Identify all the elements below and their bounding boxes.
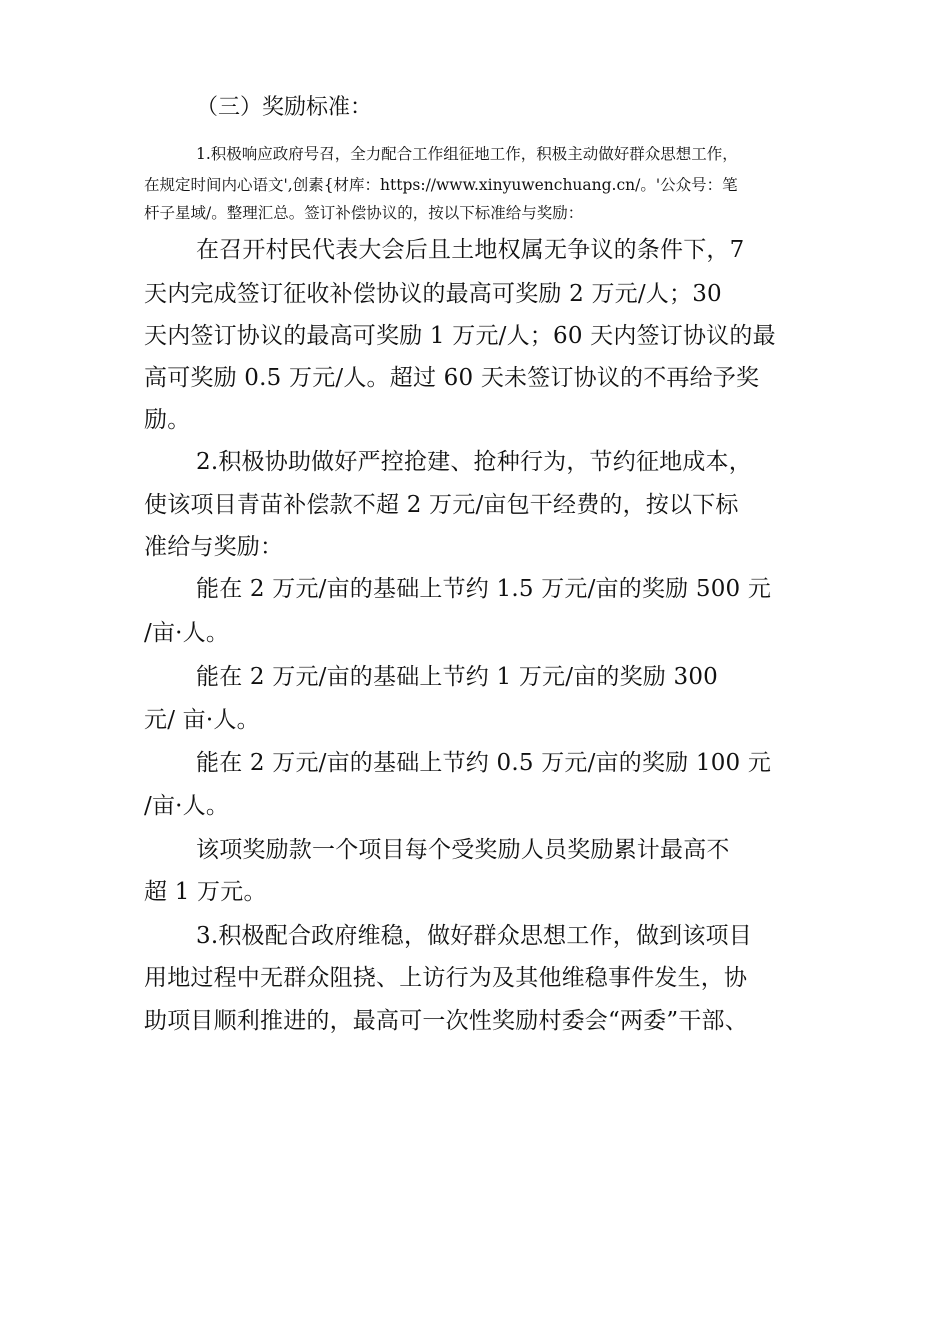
reward-a-line-2: /亩·人。 — [144, 620, 230, 646]
item-1-line-1: 1.积极响应政府号召，全力配合工作组征地工作，积极主动做好群众思想工作， — [196, 145, 738, 163]
para-1-line-3: 天内签订协议的最高可奖励 1 万元/人；60 天内签订协议的最 — [144, 323, 776, 349]
cap-line-2: 超 1 万元。 — [144, 879, 267, 905]
para-1-line-2: 天内完成签订征收补偿协议的最高可奖励 2 万元/人；30 — [144, 281, 722, 307]
item-3-line-1: 3.积极配合政府维稳，做好群众思想工作，做到该项目 — [196, 923, 752, 949]
section-heading: （三）奖励标准： — [196, 95, 373, 120]
reward-a-line-1: 能在 2 万元/亩的基础上节约 1.5 万元/亩的奖励 500 元 — [196, 576, 772, 602]
para-1-line-4: 高可奖励 0.5 万元/人。超过 60 天未签订协议的不再给予奖 — [144, 365, 760, 391]
item-1-line-3: 杆子星域/。整理汇总。签订补偿协议的，按以下标准给与奖励： — [144, 204, 584, 222]
reward-b-line-2: 元/ 亩·人。 — [144, 707, 260, 733]
item-2-line-1: 2.积极协助做好严控抢建、抢种行为，节约征地成本， — [196, 449, 752, 475]
reward-c-line-2: /亩·人。 — [144, 793, 230, 819]
reward-b-line-1: 能在 2 万元/亩的基础上节约 1 万元/亩的奖励 300 — [196, 664, 719, 690]
para-1-line-1: 在召开村民代表大会后且土地权属无争议的条件下，7 — [196, 237, 745, 263]
item-3-line-2: 用地过程中无群众阻挠、上访行为及其他维稳事件发生，协 — [144, 965, 748, 991]
item-2-line-2: 使该项目青苗补偿款不超 2 万元/亩包干经费的，按以下标 — [144, 492, 739, 518]
cap-line-1: 该项奖励款一个项目每个受奖励人员奖励累计最高不 — [196, 837, 730, 863]
item-2-line-3: 准给与奖励： — [144, 534, 284, 560]
reward-c-line-1: 能在 2 万元/亩的基础上节约 0.5 万元/亩的奖励 100 元 — [196, 750, 772, 776]
item-1-line-2: 在规定时间内心语文',创素{材库：https://www.xinyuwenchuang.cn/。'公众号：笔 — [144, 176, 738, 194]
item-3-line-3: 助项目顺利推进的，最高可一次性奖励村委会“两委”干部、 — [144, 1008, 748, 1034]
para-1-line-5: 励。 — [144, 407, 191, 433]
